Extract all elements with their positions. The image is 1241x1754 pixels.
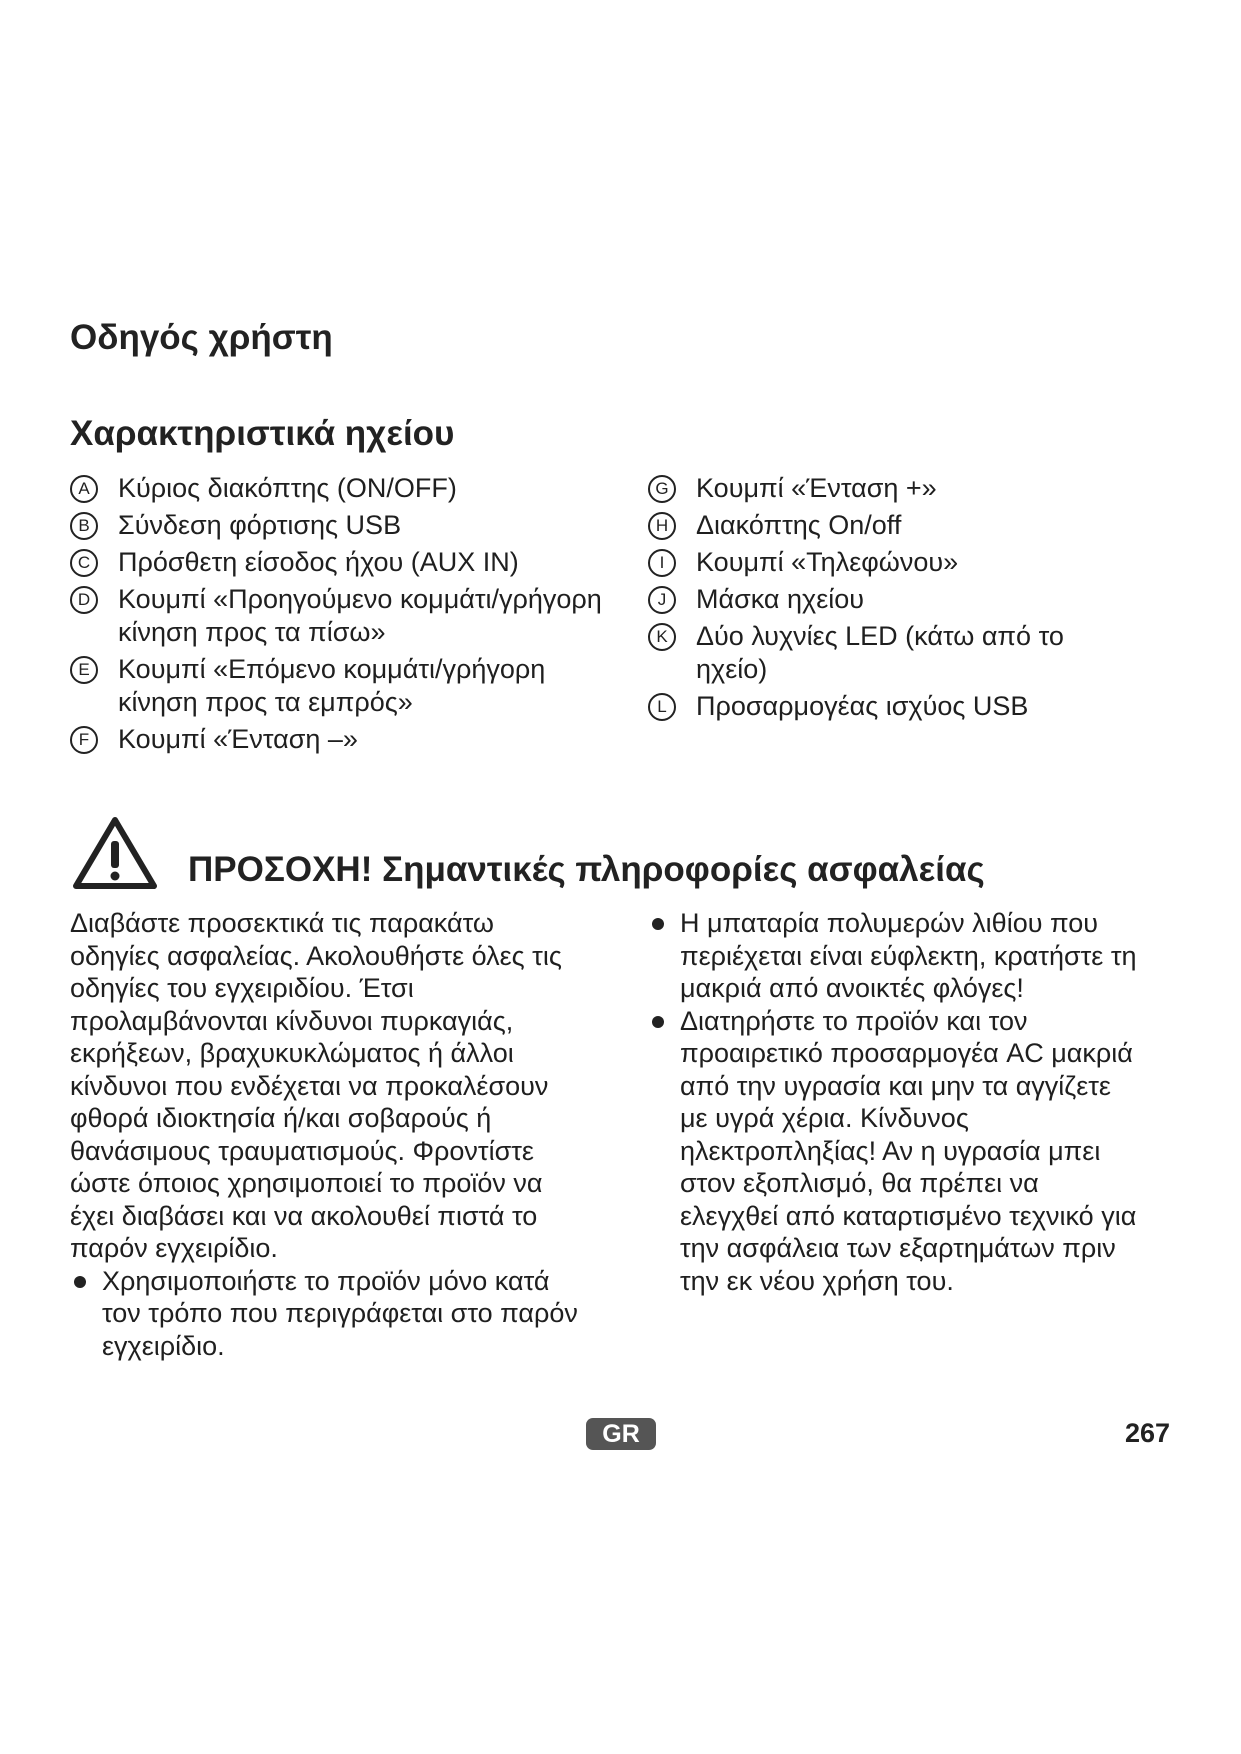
circled-letter-icon: J	[648, 586, 676, 614]
feature-item	[70, 723, 610, 756]
feature-item	[70, 583, 610, 649]
circled-letter-icon: F	[70, 726, 98, 754]
feature-item	[648, 620, 1108, 686]
feature-item	[70, 546, 610, 579]
bullet-icon	[652, 1016, 664, 1028]
safety-bullets-right	[648, 907, 1138, 1297]
feature-item	[648, 509, 1108, 542]
page-number: 267	[1125, 1418, 1171, 1448]
circled-letter-icon: L	[648, 693, 676, 721]
feature-label: Δύο λυχνίες LED (κάτω από το ηχείο)	[696, 621, 1064, 684]
feature-label: Διακόπτης On/off	[696, 510, 902, 540]
feature-label: Κουμπί «Προηγούμενο κομμάτι/γρήγορη κίνηση προς τα πίσω»	[118, 584, 602, 647]
circled-letter-icon: C	[70, 549, 98, 577]
feature-item	[70, 653, 610, 719]
circled-letter-icon: G	[648, 475, 676, 503]
safety-intro-paragraph: Διαβάστε προσεκτικά τις παρακάτω οδηγίες ασφαλείας. Ακολουθήστε όλες τις οδηγίες του εγχειριδίου. Έτσι προλαμβάνονται κίνδυνοι πυρκαγιάς, εκρήξεων, βραχυκυκλώματος ή άλλοι κίνδυνοι που ενδέχεται να προκαλέσουν φθορά ιδιοκτησία ή/και σοβαρούς ή θανάσιμους τραυματισμούς. Φροντίστε ώστε όποιος χρησιμοποιεί το προϊόν να έχει διαβάσει και να ακολουθεί πιστά το παρόν εγχειρίδιο.	[70, 908, 562, 1263]
circled-letter-icon: H	[648, 512, 676, 540]
feature-label: Προσαρμογέας ισχύος USB	[696, 691, 1029, 721]
feature-label: Κύριος διακόπτης (ON/OFF)	[118, 473, 457, 503]
feature-label: Κουμπί «Ένταση –»	[118, 724, 358, 754]
circled-letter-icon: A	[70, 475, 98, 503]
bullet-item	[648, 907, 1138, 1005]
feature-label: Μάσκα ηχείου	[696, 584, 865, 614]
feature-label: Πρόσθετη είσοδος ήχου (AUX IN)	[118, 547, 519, 577]
language-badge: GR	[586, 1418, 656, 1450]
feature-item	[70, 472, 610, 505]
feature-item	[70, 509, 610, 542]
bullet-text: Η μπαταρία πολυμερών λιθίου που περιέχεται είναι εύφλεκτη, κρατήστε τη μακριά από ανοικτές φλόγες!	[680, 908, 1137, 1003]
bullet-item	[648, 1005, 1138, 1298]
feature-list-right	[648, 472, 1108, 727]
bullet-text: Χρησιμοποιήστε το προϊόν μόνο κατά τον τρόπο που περιγράφεται στο παρόν εγχειρίδιο.	[102, 1265, 578, 1361]
safety-column-right	[648, 907, 1138, 1297]
circled-letter-icon: E	[70, 656, 98, 684]
bullet-icon	[74, 1276, 86, 1288]
feature-label: Κουμπί «Ένταση +»	[696, 473, 937, 503]
page-title: Οδηγός χρήστη	[70, 318, 333, 357]
feature-label: Σύνδεση φόρτισης USB	[118, 510, 402, 540]
feature-item	[648, 546, 1108, 579]
warning-heading: ΠΡΟΣΟΧΗ! Σημαντικές πληροφορίες ασφαλείας	[188, 850, 985, 889]
warning-triangle-icon	[72, 815, 158, 891]
bullet-text: Διατηρήστε το προϊόν και τον προαιρετικό προσαρμογέα AC μακριά από την υγρασία και μην τα αγγίζετε με υγρά χέρια. Κίνδυνος ηλεκτροπληξίας! Αν η υγρασία μπει στον εξοπλισμό, θα πρέπει να ελεγχθεί από καταρτισμένο τεχνικό για την ασφάλεια των εξαρτημάτων πριν την εκ νέου χρήση του.	[680, 1005, 1137, 1296]
circled-letter-icon: D	[70, 586, 98, 614]
feature-label: Κουμπί «Επόμενο κομμάτι/γρήγορη κίνηση προς τα εμπρός»	[118, 654, 546, 717]
feature-list-left	[70, 472, 610, 760]
circled-letter-icon: I	[648, 549, 676, 577]
circled-letter-icon: K	[648, 623, 676, 651]
feature-item	[648, 472, 1108, 505]
feature-item	[648, 690, 1108, 723]
feature-label: Κουμπί «Τηλεφώνου»	[696, 547, 959, 577]
feature-item	[648, 583, 1108, 616]
bullet-icon	[652, 918, 664, 930]
safety-bullets-left	[70, 1265, 590, 1363]
safety-column-left	[70, 907, 590, 1362]
bullet-item	[70, 1265, 590, 1363]
circled-letter-icon: B	[70, 512, 98, 540]
section-title-features: Χαρακτηριστικά ηχείου	[70, 414, 455, 453]
